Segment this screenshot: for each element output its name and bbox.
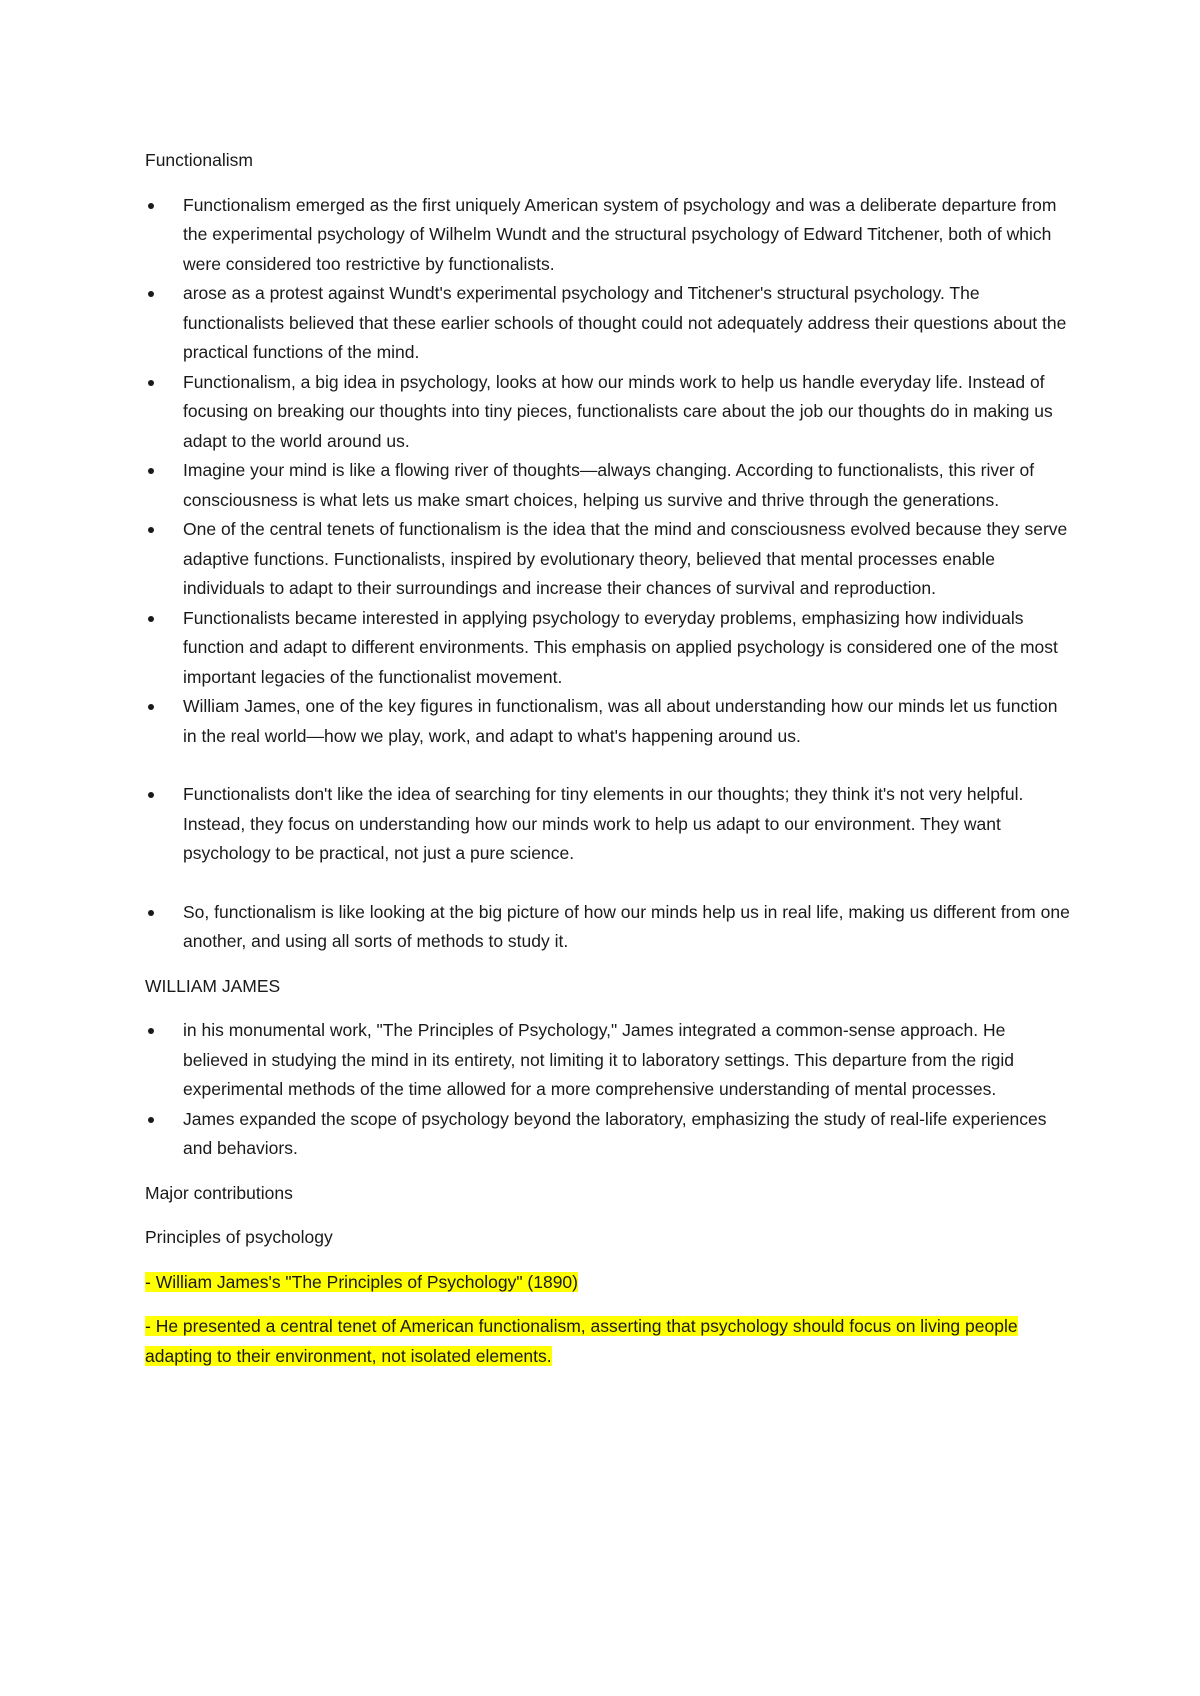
- section-heading-major-contributions: Major contributions: [145, 1182, 293, 1203]
- bullet-icon: [148, 527, 154, 533]
- bullet-icon: [148, 380, 154, 386]
- subheading-principles: Principles of psychology: [145, 1227, 333, 1247]
- list-item: in his monumental work, "The Principles of Psychology," James integrated a common-sense approach. He believed in studying the mind in its entirety, not limiting it to laboratory settings. This departure from the rigid experimental methods of the time allowed for a more comprehensive understanding of mental processes.: [145, 1016, 1070, 1105]
- bullet-icon: [148, 616, 154, 622]
- list-item: Imagine your mind is like a flowing river of thoughts—always changing. According to functionalists, this river of consciousness is what lets us make smart choices, helping us survive and thrive through the generations.: [145, 456, 1070, 515]
- william-james-bullet-list: [145, 1016, 1070, 1164]
- list-item: James expanded the scope of psychology beyond the laboratory, emphasizing the study of real-life experiences and behaviors.: [145, 1105, 1070, 1164]
- list-item: arose as a protest against Wundt's experimental psychology and Titchener's structural psychology. The functionalists believed that these earlier schools of thought could not adequately address their questions about the practical functions of the mind.: [145, 279, 1070, 368]
- list-item: Functionalism emerged as the first uniquely American system of psychology and was a deliberate departure from the experimental psychology of Wilhelm Wundt and the structural psychology of Edward Titchener, both of which were considered too restrictive by functionalists.: [145, 191, 1070, 280]
- bullet-icon: [148, 704, 154, 710]
- list-item: One of the central tenets of functionalism is the idea that the mind and consciousness evolved because they serve adaptive functions. Functionalists, inspired by evolutionary theory, believed that mental processes enable individuals to adapt to their surroundings and increase their chances of survival and reproduction.: [145, 515, 1070, 604]
- list-item: Functionalists became interested in applying psychology to everyday problems, emphasizing how individuals function and adapt to different environments. This emphasis on applied psychology is considered one of the most important legacies of the functionalist movement.: [145, 604, 1070, 693]
- list-item: Functionalists don't like the idea of searching for tiny elements in our thoughts; they think it's not very helpful. Instead, they focus on understanding how our minds work to help us adapt to our environment. They want psychology to be practical, not just a pure science.: [145, 780, 1070, 869]
- highlighted-text: - William James's "The Principles of Psychology" (1890): [145, 1271, 578, 1292]
- list-item: So, functionalism is like looking at the big picture of how our minds help us in real life, making us different from one another, and using all sorts of methods to study it.: [145, 898, 1070, 957]
- section-heading-william-james: WILLIAM JAMES: [145, 975, 281, 996]
- bullet-icon: [148, 203, 154, 209]
- bullet-icon: [148, 1117, 154, 1123]
- section-heading-functionalism: Functionalism: [145, 150, 253, 170]
- highlighted-line: [145, 1268, 1070, 1298]
- bullet-icon: [148, 291, 154, 297]
- bullet-icon: [148, 1028, 154, 1034]
- list-item: William James, one of the key figures in functionalism, was all about understanding how our minds let us function in the real world—how we play, work, and adapt to what's happening around us.: [145, 692, 1070, 751]
- bullet-icon: [148, 910, 154, 916]
- document-body: [145, 146, 1070, 1386]
- highlighted-text: - He presented a central tenet of American functionalism, asserting that psychology should focus on living people adapting to their environment, not isolated elements.: [145, 1316, 1018, 1366]
- list-item: Functionalism, a big idea in psychology, looks at how our minds work to help us handle everyday life. Instead of focusing on breaking our thoughts into tiny pieces, functionalists care about the job our thoughts do in making us adapt to the world around us.: [145, 368, 1070, 457]
- bullet-icon: [148, 468, 154, 474]
- bullet-icon: [148, 792, 154, 798]
- highlighted-paragraph: [145, 1312, 1070, 1371]
- functionalism-bullet-list: [145, 191, 1070, 957]
